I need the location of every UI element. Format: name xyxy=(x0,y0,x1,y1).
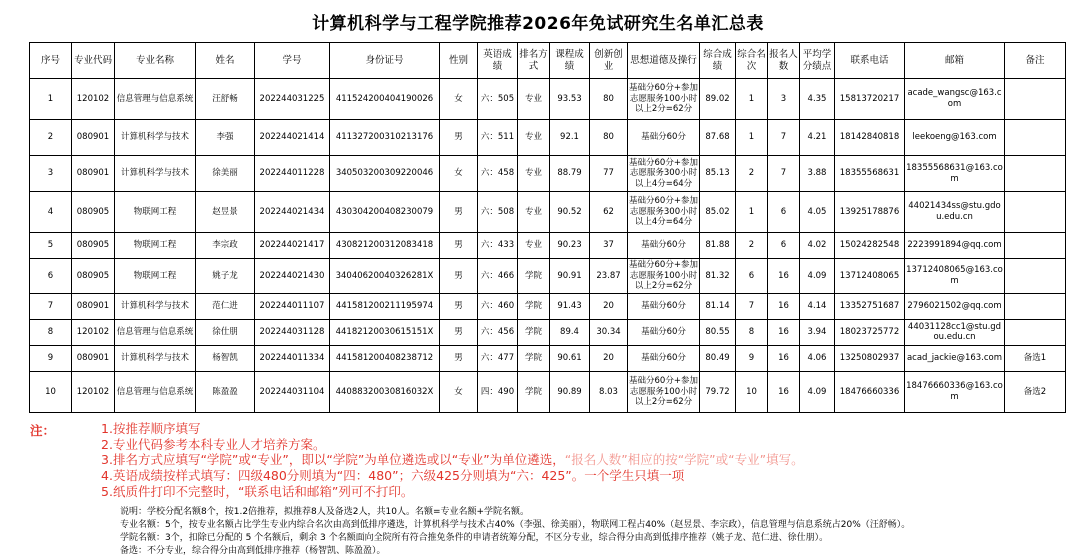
table-row xyxy=(30,259,1066,294)
table-cell: 90.23 xyxy=(550,233,590,259)
table-cell: 88.79 xyxy=(550,156,590,192)
column-header: 性别 xyxy=(440,43,478,79)
note-item xyxy=(101,484,804,500)
column-header: 报名人数 xyxy=(768,43,800,79)
notes-list xyxy=(101,421,804,500)
table-cell: 计算机科学与技术 xyxy=(115,120,196,156)
table-cell: 计算机科学与技术 xyxy=(115,293,196,319)
table-cell: 基础分60分+参加志愿服务100小时以上2分=62分 xyxy=(628,79,700,120)
table-cell xyxy=(1005,192,1066,233)
table-cell: 男 xyxy=(440,293,478,319)
table-cell: 范仁进 xyxy=(196,293,255,319)
column-header: 创新创业 xyxy=(590,43,628,79)
table-cell: 7 xyxy=(30,293,72,319)
note-item xyxy=(101,452,804,468)
table-cell: leekoeng@163.com xyxy=(905,120,1005,156)
table-cell: 18355568631 xyxy=(835,156,905,192)
table-cell: 李强 xyxy=(196,120,255,156)
table-cell: 13712408065 xyxy=(835,259,905,294)
table-cell: 2 xyxy=(30,120,72,156)
table-cell: 16 xyxy=(768,319,800,345)
table-cell: 18476660336@163.com xyxy=(905,371,1005,412)
table-cell: 37 xyxy=(590,233,628,259)
table-cell: 六：433 xyxy=(478,233,518,259)
table-cell: 9 xyxy=(30,345,72,371)
table-cell: 信息管理与信息系统 xyxy=(115,79,196,120)
table-cell: 7 xyxy=(768,120,800,156)
table-cell: 4.05 xyxy=(800,192,835,233)
table-cell: 93.53 xyxy=(550,79,590,120)
table-row xyxy=(30,293,1066,319)
table-cell xyxy=(1005,79,1066,120)
column-header: 姓名 xyxy=(196,43,255,79)
table-row xyxy=(30,156,1066,192)
table-cell: 基础分60分 xyxy=(628,319,700,345)
table-cell: 10 xyxy=(30,371,72,412)
table-cell: 202244021417 xyxy=(255,233,330,259)
table-cell: 姚子龙 xyxy=(196,259,255,294)
table-cell: 77 xyxy=(590,156,628,192)
remark-line: 专业名额：5个，按专业名额占比学生专业内综合名次由高到低排序遴选，计算机科学与技术占40%（李强、徐美丽），物联网工程占40%（赵昱景、李宗政），信息管理与信息系统占20%（汪舒畅）。 xyxy=(120,519,911,530)
column-header: 综合成绩 xyxy=(700,43,736,79)
table-cell: 080905 xyxy=(72,259,115,294)
table-cell: 2796021502@qq.com xyxy=(905,293,1005,319)
table-cell: 080901 xyxy=(72,156,115,192)
table-cell: 徐仕朋 xyxy=(196,319,255,345)
table-cell: 92.1 xyxy=(550,120,590,156)
table-row xyxy=(30,233,1066,259)
table-cell: 90.89 xyxy=(550,371,590,412)
table-cell: 340503200309220046 xyxy=(330,156,440,192)
table-cell: 六：460 xyxy=(478,293,518,319)
table-cell: 430304200408230079 xyxy=(330,192,440,233)
column-header: 英语成绩 xyxy=(478,43,518,79)
table-cell: 六：458 xyxy=(478,156,518,192)
table-cell: 202244021434 xyxy=(255,192,330,233)
table-cell: 六：466 xyxy=(478,259,518,294)
table-cell: 汪舒畅 xyxy=(196,79,255,120)
column-header: 课程成绩 xyxy=(550,43,590,79)
table-cell: 1 xyxy=(736,192,768,233)
table-row xyxy=(30,371,1066,412)
table-cell: acade_wangsc@163.com xyxy=(905,79,1005,120)
table-cell: 90.61 xyxy=(550,345,590,371)
table-cell: 1 xyxy=(30,79,72,120)
table-cell: 学院 xyxy=(518,259,550,294)
note-item xyxy=(101,421,804,437)
table-cell: 基础分60分 xyxy=(628,233,700,259)
table-cell: 4.09 xyxy=(800,371,835,412)
notes-label: 注： xyxy=(30,422,56,438)
table-cell: 202244011334 xyxy=(255,345,330,371)
table-cell: 陈盈盈 xyxy=(196,371,255,412)
table-cell: 4.14 xyxy=(800,293,835,319)
table-cell: 信息管理与信息系统 xyxy=(115,319,196,345)
column-header: 综合名次 xyxy=(736,43,768,79)
table-cell: 男 xyxy=(440,192,478,233)
table-cell: 80.49 xyxy=(700,345,736,371)
table-cell: 基础分60分+参加志愿服务100小时以上2分=62分 xyxy=(628,259,700,294)
table-body xyxy=(30,79,1066,413)
table-cell: 81.88 xyxy=(700,233,736,259)
table-cell: 学院 xyxy=(518,371,550,412)
table-cell: 物联网工程 xyxy=(115,259,196,294)
table-cell: 男 xyxy=(440,319,478,345)
table-cell: 李宗政 xyxy=(196,233,255,259)
table-cell: 4.06 xyxy=(800,345,835,371)
table-cell: 430821200312083418 xyxy=(330,233,440,259)
table-cell xyxy=(1005,319,1066,345)
table-cell: 080901 xyxy=(72,293,115,319)
table-cell: 8 xyxy=(736,319,768,345)
column-header: 身份证号 xyxy=(330,43,440,79)
table-cell: 18142840818 xyxy=(835,120,905,156)
table-cell: 基础分60分+参加志愿服务300小时以上4分=64分 xyxy=(628,192,700,233)
table-cell: 备选1 xyxy=(1005,345,1066,371)
table-cell: 7 xyxy=(736,293,768,319)
table-cell: 79.72 xyxy=(700,371,736,412)
table-cell: 女 xyxy=(440,156,478,192)
column-header: 平均学分绩点 xyxy=(800,43,835,79)
table-cell: 18023725772 xyxy=(835,319,905,345)
table-cell: 9 xyxy=(736,345,768,371)
table-cell: 89.4 xyxy=(550,319,590,345)
table-cell: 男 xyxy=(440,345,478,371)
table-cell: 87.68 xyxy=(700,120,736,156)
table-cell: 4.02 xyxy=(800,233,835,259)
table-cell: 5 xyxy=(30,233,72,259)
table-cell: 10 xyxy=(736,371,768,412)
table-cell: 15813720217 xyxy=(835,79,905,120)
note-text: 3.排名方式应填写“学院”或“专业”，即以“学院”为单位遴选或以“专业”为单位遴选， xyxy=(101,452,565,468)
table-cell: 学院 xyxy=(518,345,550,371)
table-cell: 六：477 xyxy=(478,345,518,371)
table-cell: 物联网工程 xyxy=(115,233,196,259)
notes-block xyxy=(30,421,1076,500)
table-cell: 1 xyxy=(736,120,768,156)
table-cell: 91.43 xyxy=(550,293,590,319)
table-cell: 120102 xyxy=(72,319,115,345)
table-cell: 89.02 xyxy=(700,79,736,120)
table-cell: 16 xyxy=(768,345,800,371)
table-cell: 080901 xyxy=(72,120,115,156)
column-header: 联系电话 xyxy=(835,43,905,79)
column-header: 专业名称 xyxy=(115,43,196,79)
note-text: 5.纸质件打印不完整时，“联系电话和邮箱”列可不打印。 xyxy=(101,483,414,499)
table-cell: 女 xyxy=(440,371,478,412)
table-cell: 男 xyxy=(440,259,478,294)
table-cell: 080901 xyxy=(72,345,115,371)
table-cell: 18476660336 xyxy=(835,371,905,412)
table-cell: 男 xyxy=(440,120,478,156)
remarks-block xyxy=(120,506,1076,558)
table-cell: 专业 xyxy=(518,79,550,120)
note-text: 4.英语成绩按样式填写：四级480分则填为“四：480”；六级425分则填为“六：425”。一个学生只填一项 xyxy=(101,468,685,484)
table-cell: 85.02 xyxy=(700,192,736,233)
table-cell: 120102 xyxy=(72,371,115,412)
table-cell: 四：490 xyxy=(478,371,518,412)
table-cell: 30.34 xyxy=(590,319,628,345)
column-header: 思想道德及操行 xyxy=(628,43,700,79)
table-cell: 080905 xyxy=(72,233,115,259)
note-item xyxy=(101,437,804,453)
table-cell: 16 xyxy=(768,259,800,294)
table-cell xyxy=(1005,120,1066,156)
table-cell: 85.13 xyxy=(700,156,736,192)
table-cell: 4.21 xyxy=(800,120,835,156)
table-cell: 120102 xyxy=(72,79,115,120)
note-text: 2.专业代码参考本科专业人才培养方案。 xyxy=(101,436,326,452)
table-cell: 6 xyxy=(30,259,72,294)
table-cell: 44021434ss@stu.gdou.edu.cn xyxy=(905,192,1005,233)
table-cell: 基础分60分 xyxy=(628,345,700,371)
table-cell: 3 xyxy=(30,156,72,192)
table-cell: 202244031128 xyxy=(255,319,330,345)
table-cell: 44031128cc1@stu.gdou.edu.cn xyxy=(905,319,1005,345)
table-cell: 6 xyxy=(768,233,800,259)
table-cell: 4.35 xyxy=(800,79,835,120)
table-cell: 3.88 xyxy=(800,156,835,192)
table-row xyxy=(30,345,1066,371)
note-text: 1.按推荐顺序填写 xyxy=(101,420,201,436)
table-cell: 80 xyxy=(590,79,628,120)
table-cell: 8 xyxy=(30,319,72,345)
table-cell: 备选2 xyxy=(1005,371,1066,412)
table-cell: 20 xyxy=(590,345,628,371)
remark-line: 说明：学校分配名额8个，按1.2倍推荐，拟推荐8人及备选2人，共10人。名额=专业名额+学院名额。 xyxy=(120,506,530,517)
table-cell: 80.55 xyxy=(700,319,736,345)
table-cell: 13925178876 xyxy=(835,192,905,233)
table-cell xyxy=(1005,233,1066,259)
table-cell: 专业 xyxy=(518,233,550,259)
table-cell: 202244031225 xyxy=(255,79,330,120)
table-cell xyxy=(1005,259,1066,294)
table-row xyxy=(30,120,1066,156)
table-cell: 8.03 xyxy=(590,371,628,412)
note-text: “报名人数”相应的按“学院”或“专业”填写。 xyxy=(564,452,804,468)
table-cell: 18355568631@163.com xyxy=(905,156,1005,192)
table-cell xyxy=(1005,293,1066,319)
table-cell: 15024282548 xyxy=(835,233,905,259)
table-cell: acad_jackie@163.com xyxy=(905,345,1005,371)
table-cell: 81.14 xyxy=(700,293,736,319)
table-cell: 学院 xyxy=(518,319,550,345)
table-cell: 90.91 xyxy=(550,259,590,294)
column-header: 专业代码 xyxy=(72,43,115,79)
table-cell: 六：456 xyxy=(478,319,518,345)
table-cell: 4 xyxy=(30,192,72,233)
table-cell: 4.09 xyxy=(800,259,835,294)
table-cell: 基础分60分+参加志愿服务100小时以上2分=62分 xyxy=(628,371,700,412)
table-cell: 90.52 xyxy=(550,192,590,233)
table-cell: 基础分60分 xyxy=(628,120,700,156)
table-cell: 20 xyxy=(590,293,628,319)
table-cell: 202244011107 xyxy=(255,293,330,319)
table-cell: 6 xyxy=(736,259,768,294)
table-cell: 专业 xyxy=(518,192,550,233)
remark-line: 备选：不分专业，综合得分由高到低排序推荐（杨智凯、陈盈盈）。 xyxy=(120,545,386,556)
table-cell: 80 xyxy=(590,120,628,156)
table-cell: 赵昱景 xyxy=(196,192,255,233)
table-cell: 202244021414 xyxy=(255,120,330,156)
table-cell: 六：508 xyxy=(478,192,518,233)
table-cell: 专业 xyxy=(518,156,550,192)
column-header: 序号 xyxy=(30,43,72,79)
note-item xyxy=(101,468,804,484)
table-cell: 44088320030816032X xyxy=(330,371,440,412)
table-cell: 专业 xyxy=(518,120,550,156)
header-row xyxy=(30,43,1066,79)
table-cell: 13712408065@163.com xyxy=(905,259,1005,294)
roster-table xyxy=(29,42,1066,413)
table-cell: 计算机科学与技术 xyxy=(115,345,196,371)
table-cell: 2 xyxy=(736,156,768,192)
table-cell: 男 xyxy=(440,233,478,259)
table-cell: 计算机科学与技术 xyxy=(115,156,196,192)
table-cell: 411327200310213176 xyxy=(330,120,440,156)
table-cell: 080905 xyxy=(72,192,115,233)
table-cell: 六：505 xyxy=(478,79,518,120)
table-header-row xyxy=(30,43,1066,79)
column-header: 邮箱 xyxy=(905,43,1005,79)
table-row xyxy=(30,192,1066,233)
table-cell: 女 xyxy=(440,79,478,120)
table-cell: 2223991894@qq.com xyxy=(905,233,1005,259)
remark-line: 学院名额：3个，扣除已分配的 5 个名额后，剩余 3 个名额面向全院所有符合推免条件的申请者统筹分配，不区分专业，综合得分由高到低排序推荐（姚子龙、范仁进、徐仕朋）。 xyxy=(120,532,829,543)
table-cell: 13250802937 xyxy=(835,345,905,371)
table-cell: 16 xyxy=(768,371,800,412)
table-cell: 2 xyxy=(736,233,768,259)
table-cell: 16 xyxy=(768,293,800,319)
table-cell: 3 xyxy=(768,79,800,120)
table-cell: 44182120030615151X xyxy=(330,319,440,345)
table-cell: 基础分60分+参加志愿服务300小时以上4分=64分 xyxy=(628,156,700,192)
table-cell: 441581200211195974 xyxy=(330,293,440,319)
table-cell: 物联网工程 xyxy=(115,192,196,233)
table-cell: 学院 xyxy=(518,293,550,319)
table-cell: 六：511 xyxy=(478,120,518,156)
table-cell: 1 xyxy=(736,79,768,120)
table-row xyxy=(30,319,1066,345)
table-cell: 81.32 xyxy=(700,259,736,294)
table-cell xyxy=(1005,156,1066,192)
table-cell: 6 xyxy=(768,192,800,233)
table-row xyxy=(30,79,1066,120)
table-cell: 34040620040326281X xyxy=(330,259,440,294)
column-header: 备注 xyxy=(1005,43,1066,79)
table-cell: 202244031104 xyxy=(255,371,330,412)
table-cell: 徐美丽 xyxy=(196,156,255,192)
table-cell: 23.87 xyxy=(590,259,628,294)
table-cell: 基础分60分 xyxy=(628,293,700,319)
table-cell: 信息管理与信息系统 xyxy=(115,371,196,412)
table-cell: 411524200404190026 xyxy=(330,79,440,120)
column-header: 学号 xyxy=(255,43,330,79)
page-title: 计算机科学与工程学院推荐2026年免试研究生名单汇总表 xyxy=(312,14,764,34)
table-cell: 13352751687 xyxy=(835,293,905,319)
column-header: 排名方式 xyxy=(518,43,550,79)
table-cell: 7 xyxy=(768,156,800,192)
table-cell: 202244011228 xyxy=(255,156,330,192)
table-cell: 202244021430 xyxy=(255,259,330,294)
table-cell: 62 xyxy=(590,192,628,233)
table-cell: 441581200408238712 xyxy=(330,345,440,371)
table-cell: 3.94 xyxy=(800,319,835,345)
table-cell: 杨智凯 xyxy=(196,345,255,371)
